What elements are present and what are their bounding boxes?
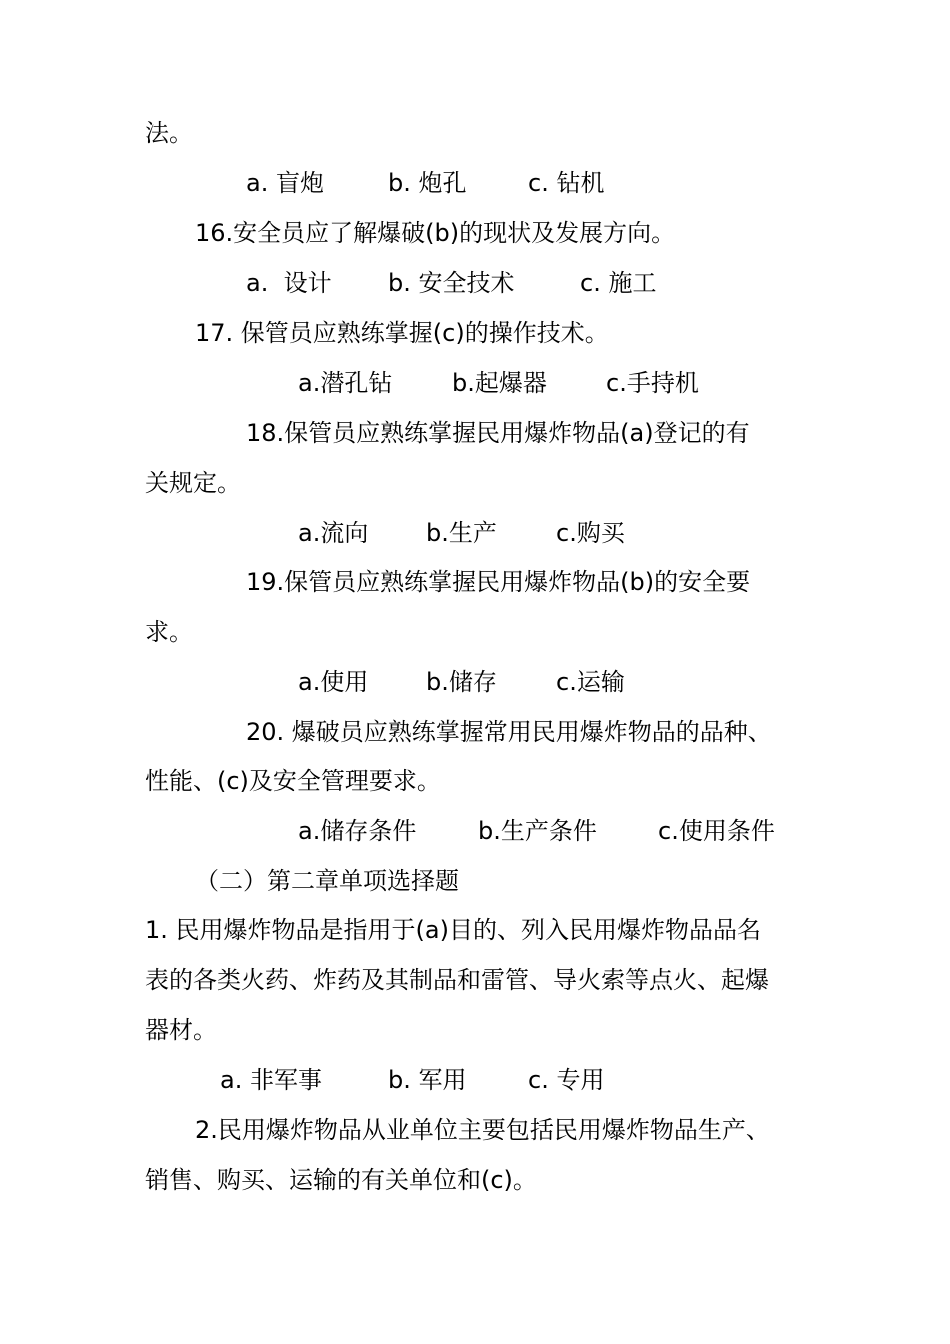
options-row-q19 bbox=[0, 667, 625, 697]
option-b: b.生产条件 bbox=[478, 817, 597, 845]
options-row-c2q1 bbox=[0, 1065, 605, 1095]
option-b: b.储存 bbox=[426, 668, 497, 696]
text-line: 法。 bbox=[145, 119, 193, 147]
options-row-q17 bbox=[0, 368, 699, 398]
question-19: 19.保管员应熟练掌握民用爆炸物品(b)的安全要 bbox=[246, 568, 751, 596]
option-a: a.使用 bbox=[298, 668, 369, 696]
options-row-q20 bbox=[0, 816, 775, 846]
option-b: b. 炮孔 bbox=[388, 169, 467, 197]
option-a: a. 设计 bbox=[246, 269, 332, 297]
option-c: c.手持机 bbox=[606, 369, 699, 397]
option-a: a.流向 bbox=[298, 519, 369, 547]
option-a: a.潜孔钻 bbox=[298, 369, 393, 397]
chapter2-question-2: 2.民用爆炸物品从业单位主要包括民用爆炸物品生产、 bbox=[195, 1116, 770, 1144]
question-18: 18.保管员应熟练掌握民用爆炸物品(a)登记的有 bbox=[246, 419, 750, 447]
option-a: a.储存条件 bbox=[298, 817, 417, 845]
chapter2-question-2-cont: 销售、购买、运输的有关单位和(c)。 bbox=[145, 1166, 537, 1194]
question-16: 16.安全员应了解爆破(b)的现状及发展方向。 bbox=[195, 219, 676, 247]
options-row-q16 bbox=[0, 268, 657, 298]
section-heading: （二）第二章单项选择题 bbox=[195, 867, 459, 895]
chapter2-question-1: 1. 民用爆炸物品是指用于(a)目的、列入民用爆炸物品品名 bbox=[145, 916, 761, 944]
question-19-cont: 求。 bbox=[145, 618, 193, 646]
option-b: b.生产 bbox=[426, 519, 497, 547]
option-c: c.运输 bbox=[556, 668, 625, 696]
option-b: b. 军用 bbox=[388, 1066, 467, 1094]
chapter2-question-1-cont: 表的各类火药、炸药及其制品和雷管、导火索等点火、起爆 bbox=[145, 966, 769, 994]
option-a: a. 盲炮 bbox=[246, 169, 324, 197]
option-b: b. 安全技术 bbox=[388, 269, 515, 297]
chapter2-question-1-cont: 器材。 bbox=[145, 1016, 217, 1044]
question-17: 17. 保管员应熟练掌握(c)的操作技术。 bbox=[195, 319, 609, 347]
question-18-cont: 关规定。 bbox=[145, 469, 241, 497]
option-c: c.使用条件 bbox=[658, 817, 775, 845]
options-row-q15 bbox=[0, 168, 605, 198]
option-a: a. 非军事 bbox=[220, 1066, 322, 1094]
question-20-cont: 性能、(c)及安全管理要求。 bbox=[145, 767, 441, 795]
option-c: c. 施工 bbox=[580, 269, 657, 297]
options-row-q18 bbox=[0, 518, 625, 548]
option-c: c. 专用 bbox=[528, 1066, 605, 1094]
question-20: 20. 爆破员应熟练掌握常用民用爆炸物品的品种、 bbox=[246, 718, 772, 746]
option-c: c. 钻机 bbox=[528, 169, 605, 197]
option-c: c.购买 bbox=[556, 519, 625, 547]
option-b: b.起爆器 bbox=[452, 369, 547, 397]
